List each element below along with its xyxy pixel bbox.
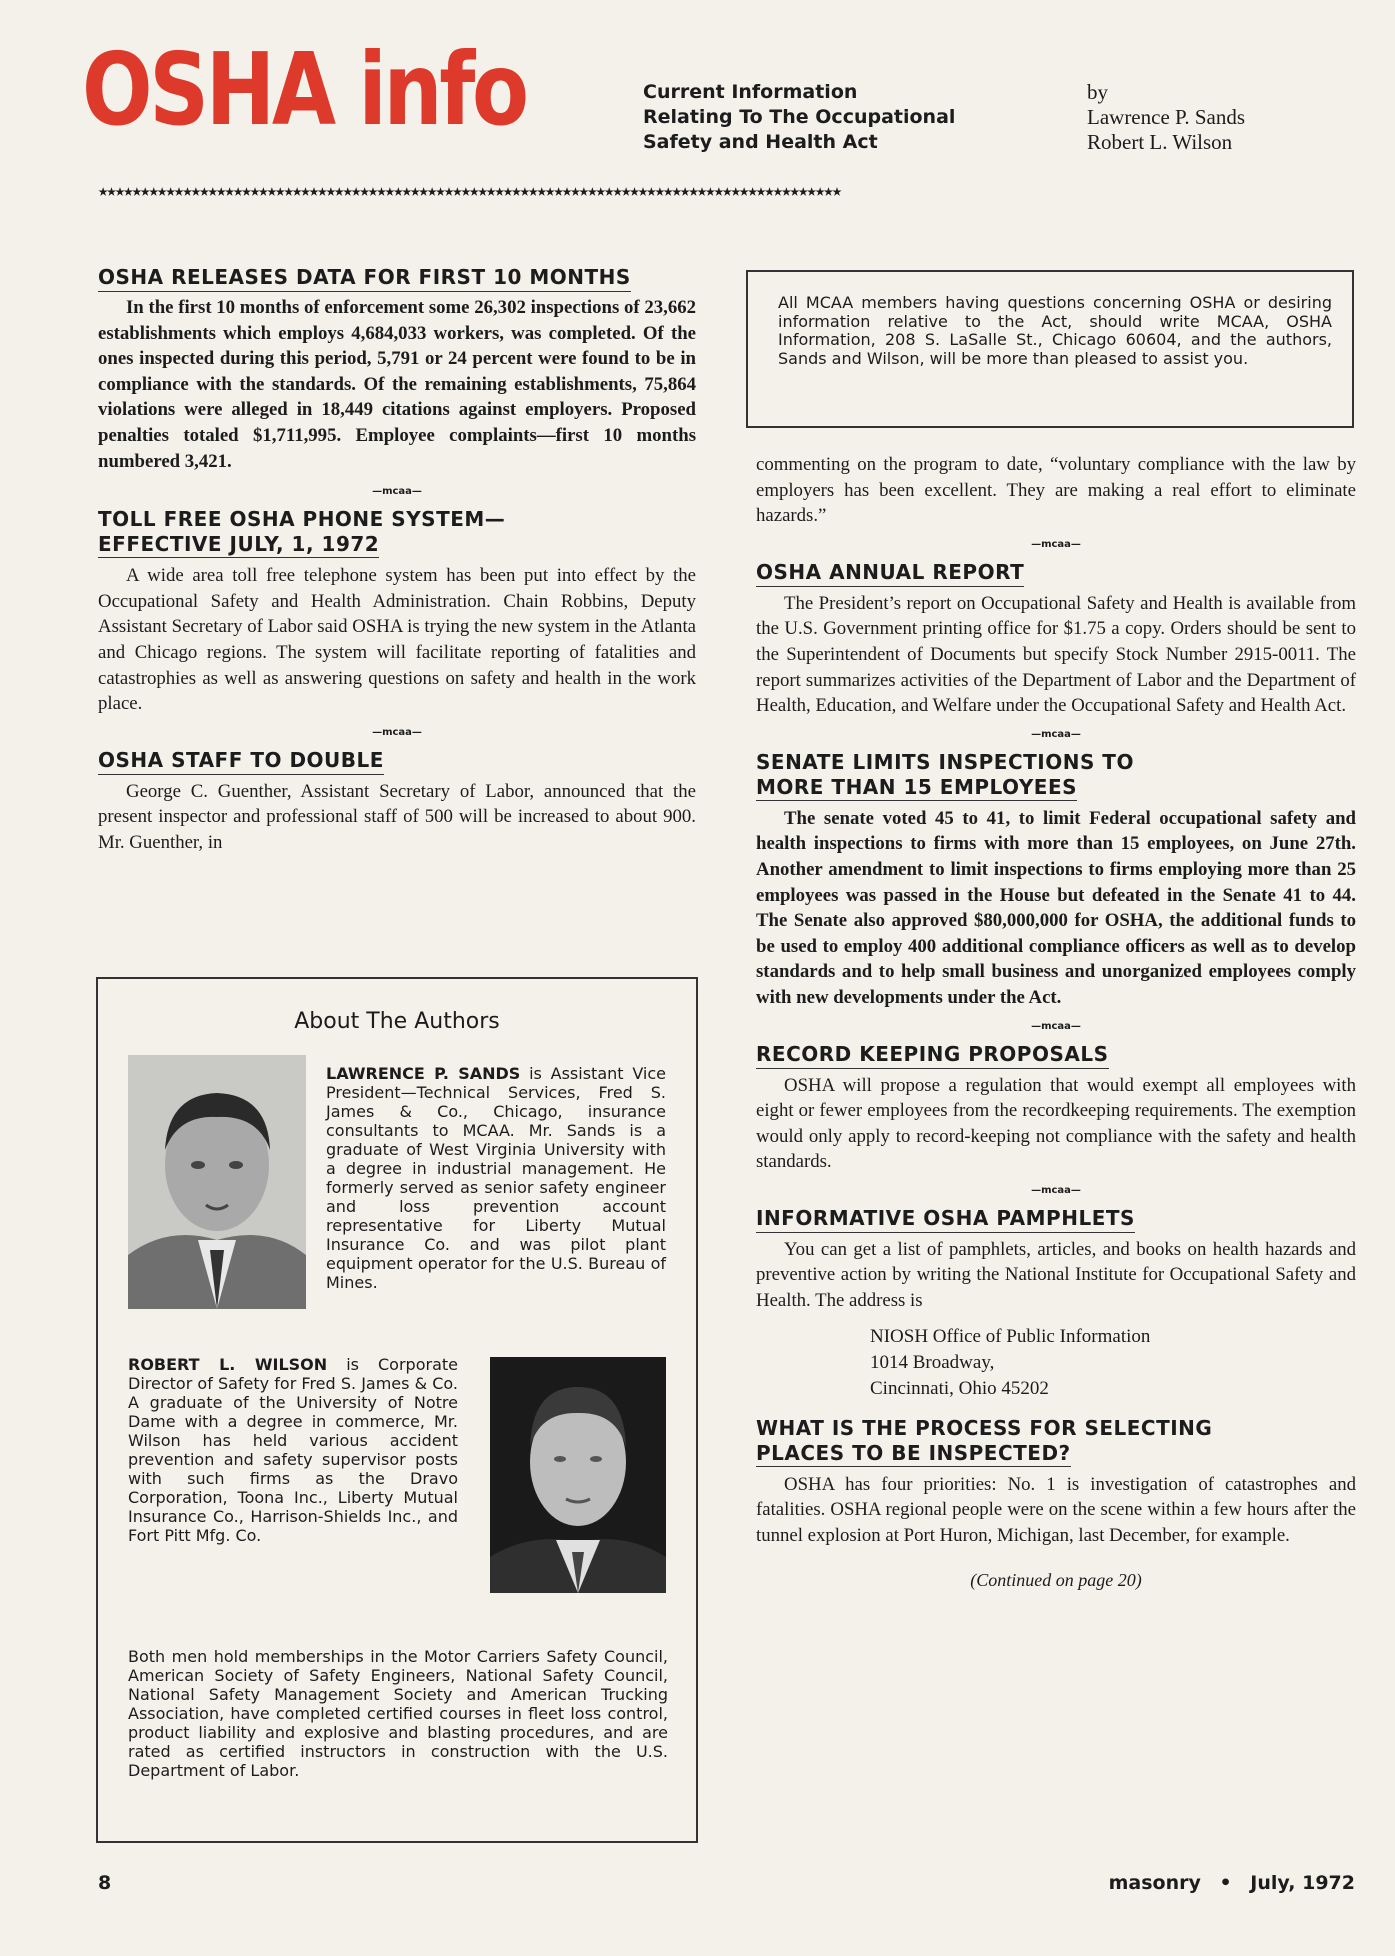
mcaa-separator: —mcaa—: [372, 486, 422, 498]
mcaa-separator: —mcaa—: [1031, 1020, 1081, 1032]
mcaa-separator: —mcaa—: [1031, 728, 1081, 740]
about-authors-title: About The Authors: [294, 1009, 500, 1034]
title-line: EFFECTIVE JULY, 1, 1972: [98, 532, 380, 557]
niosh-address: [870, 1324, 1356, 1402]
byline-by: by: [1087, 80, 1108, 104]
osha-info-logo: OSHA info: [82, 31, 526, 148]
title-line: PLACES TO BE INSPECTED?: [756, 1440, 1071, 1465]
wilson-photo: [490, 1357, 666, 1593]
subtitle-line: Safety and Health Act: [643, 131, 878, 153]
title-line: WHAT IS THE PROCESS FOR SELECTING: [756, 1415, 1213, 1440]
address-line: NIOSH Office of Public Information: [870, 1325, 1151, 1347]
left-column: [98, 265, 696, 856]
right-column: [756, 452, 1356, 1591]
byline-author: Robert L. Wilson: [1087, 130, 1233, 154]
continued-note: (Continued on page 20): [970, 1570, 1142, 1591]
article-body: A wide area toll free telephone system has been put into effect by the Occupational Safety and Health Administration. Chain Robbins, Deputy Assistant Secretary of Labor said OSHA is trying the new system in the Atlanta and Chicago regions. The system will facilitate reporting of fatalities and catastrophies as well as answering questions on safety and health in the work place.: [98, 565, 696, 715]
mcaa-separator: —mcaa—: [1031, 538, 1081, 550]
sands-bio: [326, 1064, 666, 1292]
header-subtitle: [643, 80, 1023, 155]
subtitle-line: Relating To The Occupational: [643, 106, 956, 128]
wilson-bio: [128, 1355, 458, 1545]
mcaa-separator: —mcaa—: [372, 726, 422, 738]
address-line: Cincinnati, Ohio 45202: [870, 1377, 1049, 1399]
article-title: [756, 1416, 1212, 1468]
authors-memberships: Both men hold memberships in the Motor Carriers Safety Council, American Society of Safety Engineers, National Safety Council, National Safety Management Society and American Trucking Association, have completed certified courses in fleet loss control, product liability and explosive and blasting procedures, and are rated as certified instructors in construction with the U.S. Department of Labor.: [128, 1647, 668, 1780]
about-authors-box: [96, 977, 698, 1843]
star-divider: ★★★★★★★★★★★★★★★★★★★★★★★★★★★★★★★★★★★★★★★★★★★★★★★★★★★★★★★★★★★★★★★★★★★★★★★★★★★★★★★★★★★★★★★★: [98, 181, 841, 201]
wilson-text: is Corporate Director of Safety for Fred S. James & Co. A graduate of the University of Notre Dame with a degree in commerce, Mr. Wilson has held various accident prevention and safety supervisor posts with such firms as the Dravo Corporation, Toona Inc., Liberty Mutual Insurance Co., Harrison-Shields Inc., and Fort Pitt Mfg. Co.: [128, 1355, 458, 1545]
article-body: In the first 10 months of enforcement some 26,302 inspections of 23,662 establishments which employs 4,684,033 workers, was completed. Of the ones inspected during this period, 5,791 or 24 percent were found to be in compliance with the standards. Of the remaining establishments, 75,864 violations were alleged in 18,449 citations against employers. Proposed penalties totaled $1,711,995. Employee complaints—first 10 months numbered 3,421.: [98, 297, 696, 472]
byline-author: Lawrence P. Sands: [1087, 105, 1246, 129]
title-line: MORE THAN 15 EMPLOYEES: [756, 774, 1078, 799]
title-line: SENATE LIMITS INSPECTIONS TO: [756, 749, 1134, 774]
article-body: The senate voted 45 to 41, to limit Federal occupational safety and health inspections to firms with more than 15 employees, on June 27th. Another amendment to limit inspections to firms employing more than 25 employees was passed in the House but defeated in the Senate 41 to 44. The Senate also approved $80,000,000 for OSHA, the additional funds to be used to employ 400 additional compliance officers as well as to develop standards and to help small business and unorganized employees comply with new developments under the Act.: [756, 807, 1356, 1008]
magazine-name: masonry: [1108, 1872, 1201, 1894]
title-line: TOLL FREE OSHA PHONE SYSTEM—: [98, 507, 506, 532]
footer-publication: [1109, 1872, 1355, 1894]
continued-text: commenting on the program to date, “voluntary compliance with the law by employers has been excellent. They are making a real effort to eliminate hazards.”: [756, 454, 1356, 527]
article-title: RECORD KEEPING PROPOSALS: [756, 1042, 1109, 1069]
article-body: OSHA will propose a regulation that would exempt all employees with eight or fewer employees from the recordkeeping requirements. The exemption would only apply to record-keeping not compliance with the safety and health standards.: [756, 1074, 1356, 1173]
wilson-name: ROBERT L. WILSON: [128, 1355, 328, 1374]
article-body: George C. Guenther, Assistant Secretary of Labor, announced that the present inspector and professional staff of 500 will be increased to about 900. Mr. Guenther, in: [98, 780, 696, 853]
subtitle-line: Current Information: [643, 81, 858, 103]
notice-box: [746, 270, 1354, 428]
article-title: OSHA STAFF TO DOUBLE: [98, 748, 384, 775]
byline: [1087, 80, 1347, 155]
article-body: The President’s report on Occupational Safety and Health is available from the U.S. Government printing office for $1.75 a copy. Orders should be sent to the Superintendent of Documents but specify Stock Number 2915-0011. The report summarizes activities of the Department of Labor and the Department of Health, Education, and Welfare under the Occupational Safety and Health Act.: [756, 592, 1356, 717]
article-title: OSHA ANNUAL REPORT: [756, 560, 1024, 587]
mcaa-separator: —mcaa—: [1031, 1184, 1081, 1196]
article-title: INFORMATIVE OSHA PAMPHLETS: [756, 1206, 1135, 1233]
article-title: [756, 750, 1134, 802]
article-body: OSHA has four priorities: No. 1 is investigation of catastrophes and fatalities. OSHA regional people were on the scene within a few hours after the tunnel explosion at Port Huron, Michigan, last December, for example.: [756, 1473, 1356, 1546]
article-body: You can get a list of pamphlets, articles, and books on health hazards and preventive action by writing the National Institute for Occupational Safety and Health. The address is: [756, 1238, 1356, 1312]
address-line: 1014 Broadway,: [870, 1351, 995, 1373]
sands-text: is Assistant Vice President—Technical Services, Fred S. James & Co., Chicago, insurance consultants to MCAA. Mr. Sands is a graduate of West Virginia University with a degree in industrial management. He formerly served as senior safety engineer and loss prevention account representative for Liberty Mutual Insurance Co. and was pilot plant equipment operator for the U.S. Bureau of Mines.: [326, 1064, 666, 1292]
page-number: 8: [98, 1872, 112, 1894]
article-title: OSHA RELEASES DATA FOR FIRST 10 MONTHS: [98, 265, 631, 292]
sands-photo: [128, 1055, 306, 1309]
sands-name: LAWRENCE P. SANDS: [326, 1064, 521, 1083]
issue-date: July, 1972: [1250, 1872, 1355, 1894]
notice-text: All MCAA members having questions concerning OSHA or desiring information relative to the Act, should write MCAA, OSHA Information, 208 S. LaSalle St., Chicago 60604, and the authors, Sands and Wilson, will be more than pleased to assist you.: [778, 293, 1332, 368]
footer-bullet: •: [1219, 1872, 1232, 1894]
article-title: [98, 507, 505, 559]
